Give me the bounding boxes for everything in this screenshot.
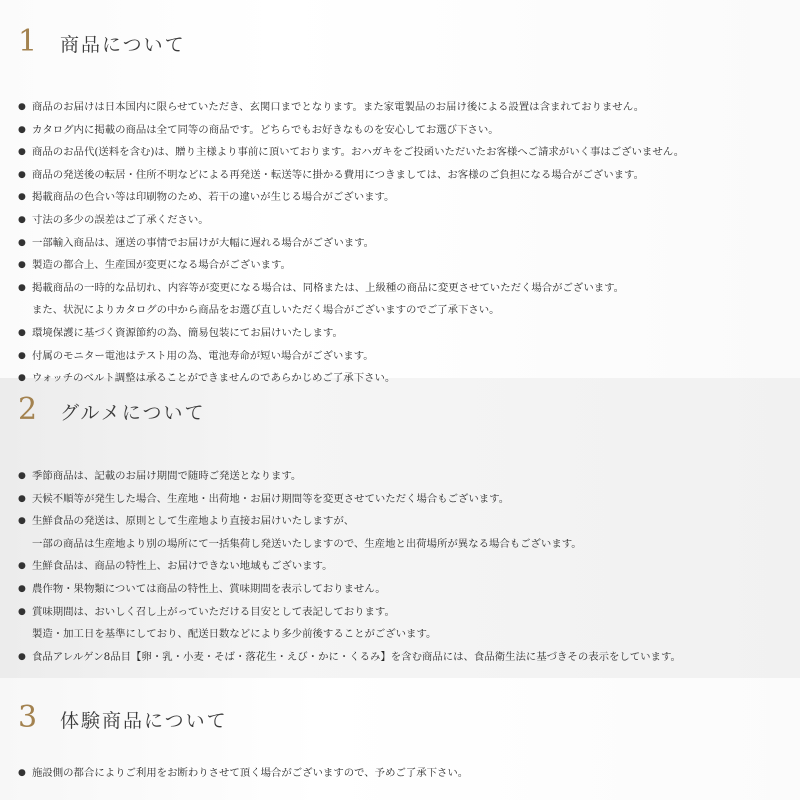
- notice-text: 施設側の都合によりご利用をお断わりさせて頂く場合がございますので、予めご了承下さい。: [32, 767, 469, 779]
- section-heading: [18, 700, 800, 740]
- notice-text: 一部輸入商品は、運送の事情でお届けが大幅に遅れる場合がございます。: [32, 236, 375, 249]
- notice-item: [18, 254, 800, 277]
- bullet-icon: ●: [18, 493, 26, 504]
- bullet-icon: ●: [18, 102, 26, 112]
- notice-text: 商品のお届けは日本国内に限らせていただき、玄関口までとなります。また家電製品のお届け後による設置は含まれておりません。: [32, 101, 645, 113]
- bullet-icon: ●: [18, 583, 26, 594]
- notice-item: [18, 367, 800, 390]
- notice-text: また、状況によりカタログの中から商品をお選び直しいただく場合がございますのでご了承下さい。: [32, 304, 500, 317]
- notice-item: [18, 186, 800, 209]
- section-experience: [0, 700, 800, 785]
- notice-text: 製造・加工日を基準にしており、配送日数などにより多少前後することがございます。: [32, 628, 437, 641]
- section-heading: [18, 24, 800, 64]
- bullet-icon: ●: [18, 327, 26, 338]
- notice-list: [18, 96, 800, 390]
- notice-item: [18, 96, 800, 119]
- notice-text: 付属のモニター電池はテスト用の為、電池寿命が短い場合がございます。: [32, 349, 374, 362]
- bullet-icon: ●: [18, 282, 26, 293]
- bullet-icon: ●: [18, 516, 26, 527]
- notice-text: ウォッチのベルト調整は承ることができませんのであらかじめご了承下さい。: [32, 372, 396, 385]
- notice-text: 商品の発送後の転居・住所不明などによる再発送・転送等に掛かる費用につきましては、お客様のご負担になる場合がございます。: [32, 168, 645, 181]
- bullet-icon: ●: [18, 147, 26, 158]
- bullet-icon: ●: [18, 471, 26, 481]
- notice-text: 製造の都合上、生産国が変更になる場合がございます。: [32, 259, 291, 272]
- notice-item: [18, 762, 800, 785]
- notice-item: [18, 578, 800, 601]
- bullet-icon: ●: [18, 606, 26, 617]
- notice-text: 掲載商品の色合い等は印刷物のため、若干の違いが生じる場合がございます。: [32, 191, 395, 204]
- notice-text: 生鮮食品の発送は、原則として生産地より直接お届けいたしますが、: [32, 515, 355, 528]
- notice-text: 食品アレルゲン8品目【卵・乳・小麦・そば・落花生・えび・かに・くるみ】を含む商品には、食品衛生法に基づきその表示をしています。: [32, 650, 681, 663]
- notice-text: 季節商品は、記載のお届け期間で随時ご発送となります。: [32, 470, 302, 482]
- notice-item: [18, 209, 800, 232]
- notice-item: [18, 164, 800, 187]
- notice-list: [18, 465, 800, 668]
- section-number: 2: [18, 392, 38, 427]
- bullet-icon: ●: [18, 214, 26, 225]
- notice-text: カタログ内に掲載の商品は全て同等の商品です。どちらでもお好きなものを安心してお選び下さい。: [32, 123, 499, 136]
- notice-item: [18, 646, 800, 669]
- bullet-icon: ●: [18, 169, 26, 180]
- bullet-icon: ●: [18, 350, 26, 361]
- section-heading: [18, 392, 800, 432]
- notice-list: [18, 762, 800, 785]
- notice-item: [18, 510, 800, 555]
- notice-text: 掲載商品の一時的な品切れ、内容等が変更になる場合は、同格または、上級種の商品に変更させていただく場合がございます。: [32, 281, 625, 294]
- bullet-icon: ●: [18, 561, 26, 572]
- notice-text: 農作物・果物類については商品の特性上、賞味期間を表示しておりません。: [32, 582, 386, 595]
- notice-item: [18, 277, 800, 322]
- notice-item: [18, 119, 800, 142]
- section-title: 体験商品について: [60, 710, 228, 732]
- section-number: 3: [18, 700, 38, 735]
- bullet-icon: ●: [18, 651, 26, 662]
- notice-item: [18, 322, 800, 345]
- bullet-icon: ●: [18, 237, 26, 248]
- section-products: [0, 24, 800, 390]
- notice-item: [18, 345, 800, 368]
- notice-text: 賞味期間は、おいしく召し上がっていただける目安として表記しております。: [32, 605, 395, 618]
- section-title: 商品について: [60, 34, 186, 56]
- notice-text: 生鮮食品は、商品の特性上、お届けできない地域もございます。: [32, 560, 333, 573]
- bullet-icon: ●: [18, 260, 26, 271]
- bullet-icon: ●: [18, 373, 26, 384]
- notice-item: [18, 465, 800, 488]
- notice-item: [18, 141, 800, 164]
- section-number: 1: [18, 24, 38, 59]
- section-gourmet: [0, 392, 800, 668]
- notice-item: [18, 555, 800, 578]
- notice-text: 商品のお品代(送料を含む)は、贈り主様より事前に頂いております。おハガキをご投函いただいたお客様へご請求がいく事はございません。: [32, 146, 685, 159]
- bullet-icon: ●: [18, 192, 26, 203]
- notice-item: [18, 601, 800, 646]
- notice-text: 環境保護に基づく資源節約の為、簡易包装にてお届けいたします。: [32, 326, 343, 339]
- bullet-icon: ●: [18, 124, 26, 135]
- notice-text: 一部の商品は生産地より別の場所にて一括集荷し発送いたしますので、生産地と出荷場所が異なる場合もございます。: [32, 537, 582, 550]
- notice-item: [18, 488, 800, 511]
- notice-text: 天候不順等が発生した場合、生産地・出荷地・お届け期間等を変更させていただく場合もございます。: [32, 492, 510, 505]
- bullet-icon: ●: [18, 768, 26, 778]
- notice-text: 寸法の多少の誤差はご了承ください。: [32, 213, 209, 226]
- section-title: グルメについて: [60, 402, 206, 424]
- notice-item: [18, 232, 800, 255]
